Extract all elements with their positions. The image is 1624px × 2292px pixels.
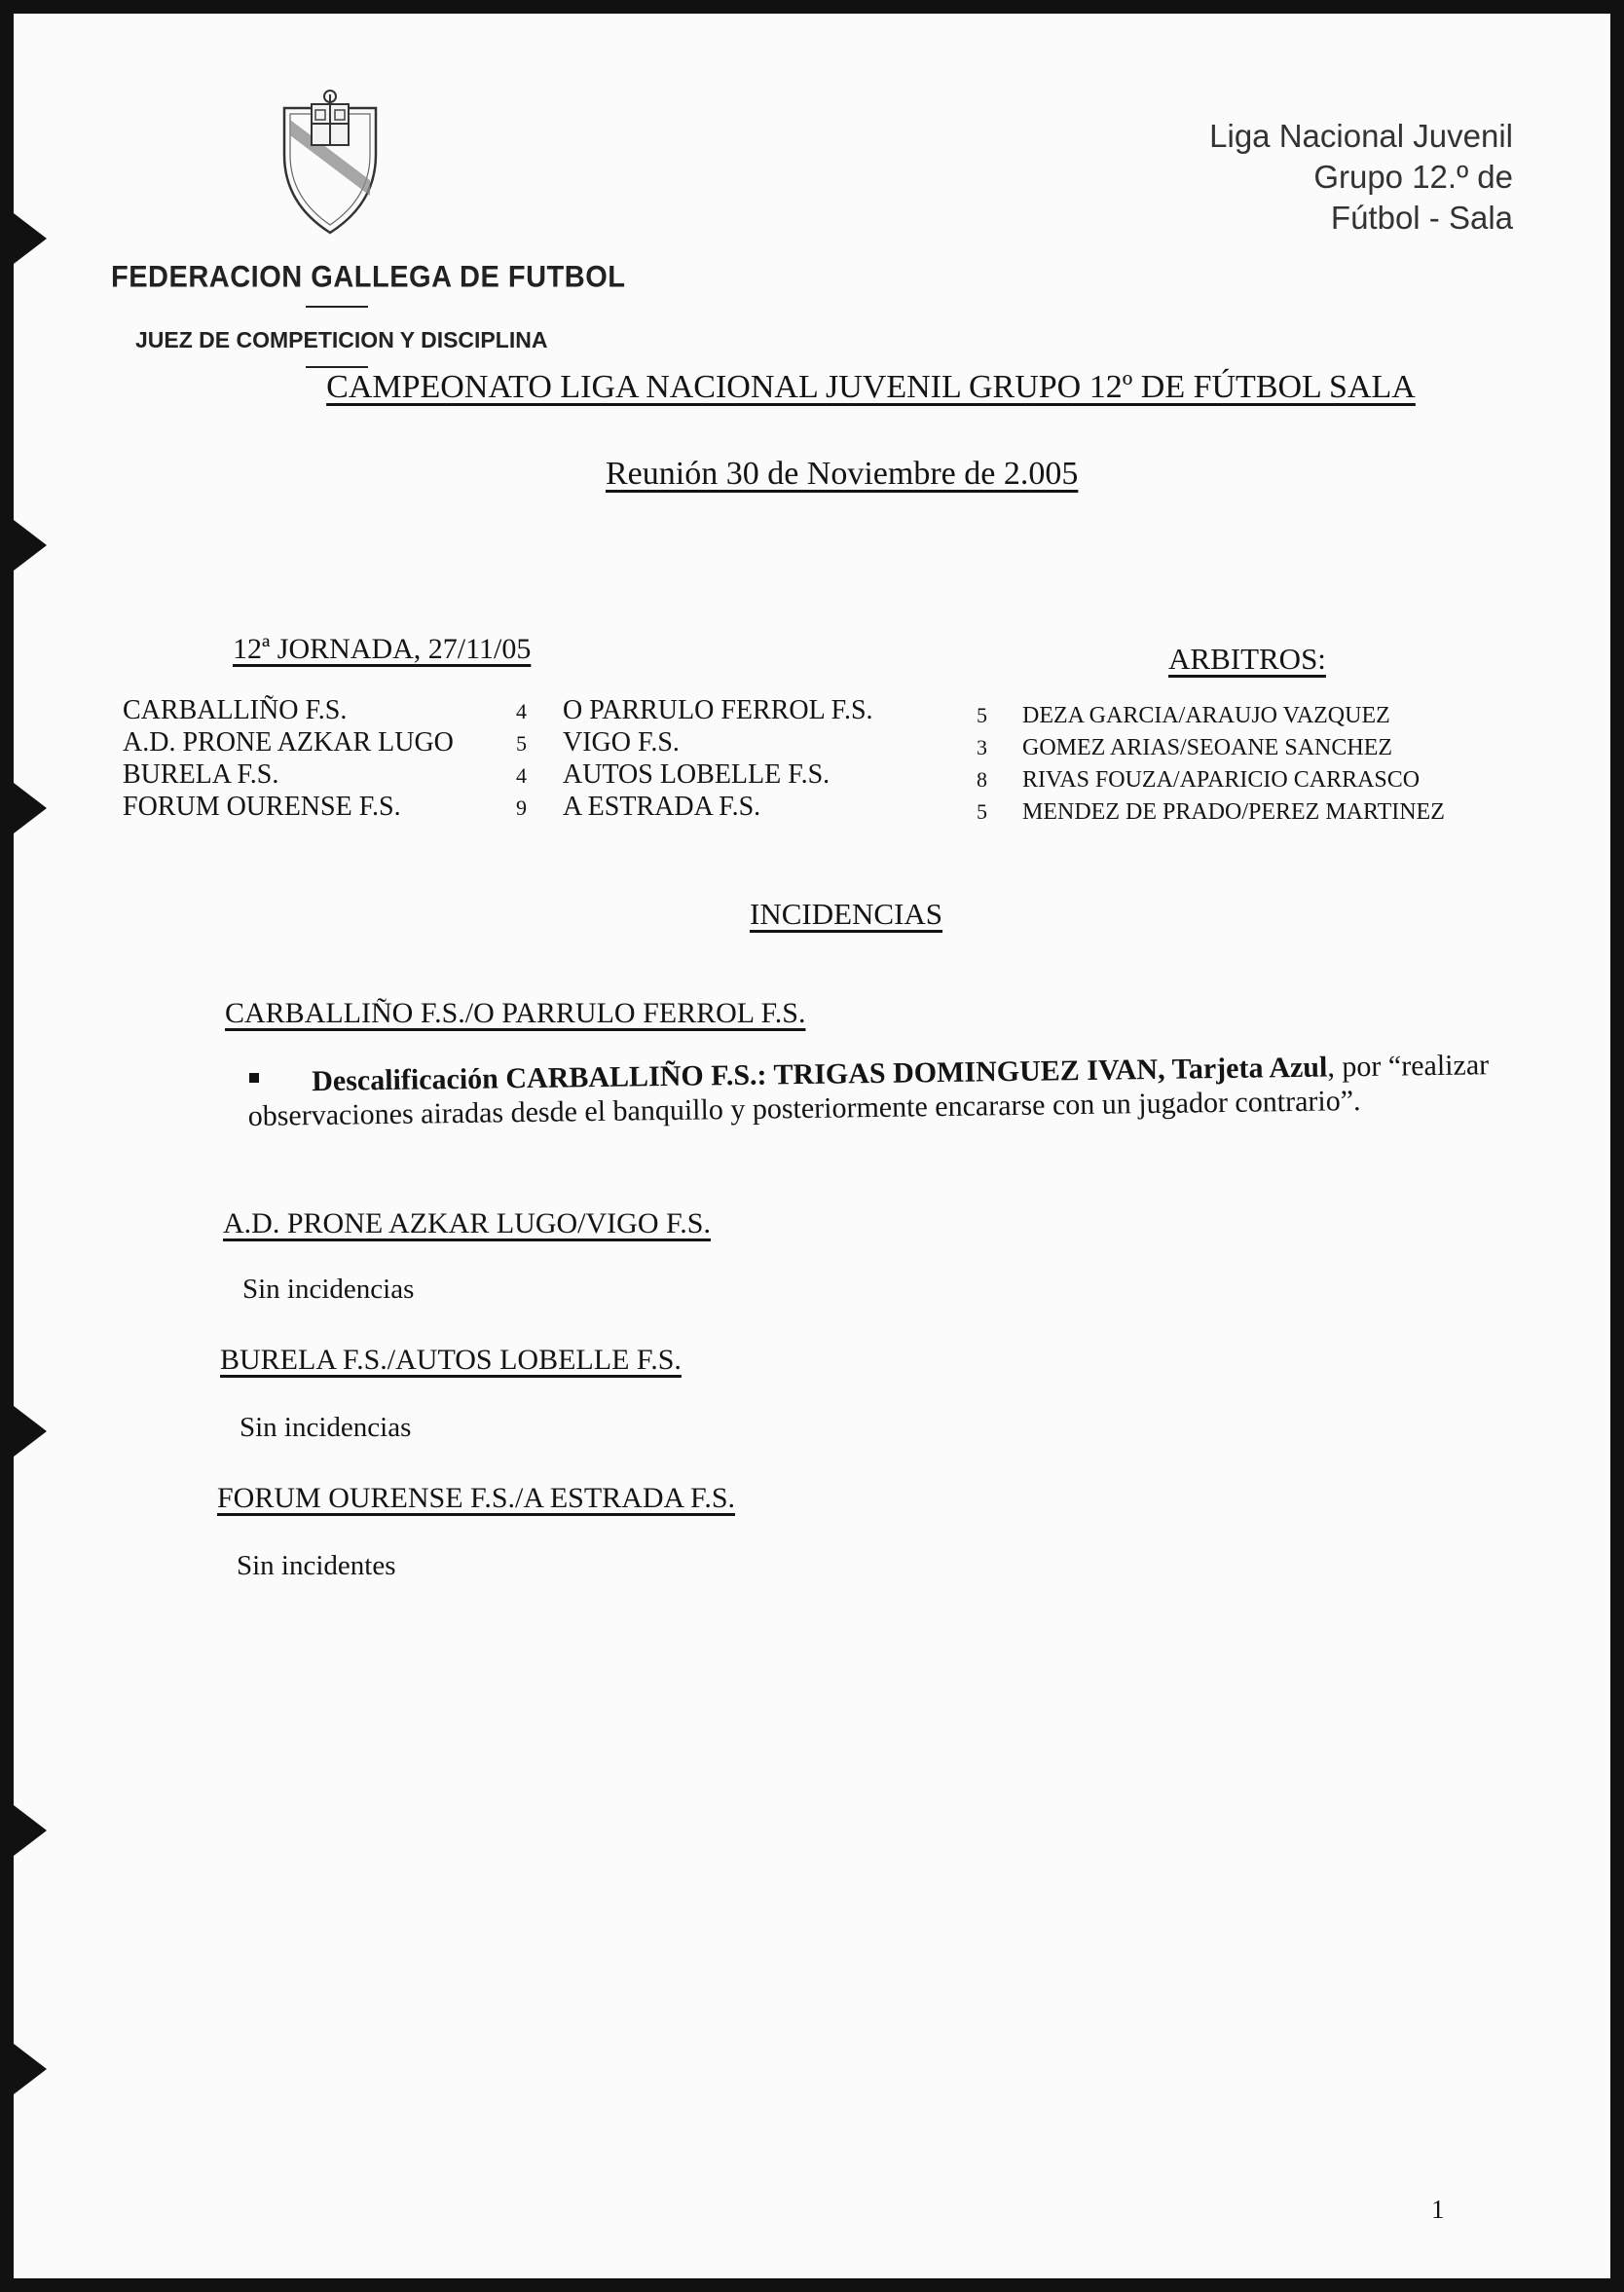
away-team: VIGO F.S. <box>563 727 680 758</box>
document-page <box>14 14 1610 2278</box>
federation-name: FEDERACION GALLEGA DE FUTBOL <box>111 260 626 295</box>
incident-match-heading: CARBALLIÑO F.S./O PARRULO FERROL F.S. <box>225 997 806 1029</box>
disqualification-label: Descalificación CARBALLIÑO F.S.: TRIGAS DOMINGUEZ IVAN, Tarjeta Azul <box>312 1051 1328 1098</box>
home-score: 4 <box>516 763 527 788</box>
incident-note: Sin incidentes <box>237 1550 396 1581</box>
result-row <box>14 759 1610 792</box>
home-team: CARBALLIÑO F.S. <box>123 695 348 725</box>
home-score: 5 <box>516 731 527 756</box>
meeting-date: Reunión 30 de Noviembre de 2.005 <box>606 456 1079 492</box>
home-team: FORUM OURENSE F.S. <box>123 792 401 822</box>
referees: GOMEZ ARIAS/SEOANE SANCHEZ <box>1022 735 1393 760</box>
home-team: BURELA F.S. <box>123 759 279 790</box>
results-table <box>14 695 1610 824</box>
away-team: A ESTRADA F.S. <box>563 792 761 822</box>
incidents-title: INCIDENCIAS <box>750 897 943 931</box>
federation-crest-icon <box>277 87 384 242</box>
divider <box>306 366 368 368</box>
referees: RIVAS FOUZA/APARICIO CARRASCO <box>1022 767 1421 793</box>
league-line: Grupo 12.º de <box>1313 159 1513 195</box>
torn-edge-mark <box>14 1406 47 1457</box>
disqualification-reason: , por “realizar observaciones airadas desde el banquillo y posteriormente encararse con un jugador contrario”. <box>247 1049 1490 1132</box>
league-line: Liga Nacional Juvenil <box>1209 118 1513 154</box>
league-line: Fútbol - Sala <box>1330 200 1513 236</box>
torn-edge-mark <box>14 520 47 571</box>
result-row <box>14 695 1610 727</box>
championship-title: CAMPEONATO LIGA NACIONAL JUVENIL GRUPO 12º DE FÚTBOL SALA <box>326 369 1416 405</box>
league-name-block <box>1209 116 1513 239</box>
incident-note: Sin incidencias <box>240 1412 412 1443</box>
torn-edge-mark <box>14 1805 47 1856</box>
referees-label: ARBITROS: <box>1168 642 1326 676</box>
disqualification-text <box>247 1048 1490 1133</box>
incident-match-heading: BURELA F.S./AUTOS LOBELLE F.S. <box>220 1344 682 1376</box>
department-name: JUEZ DE COMPETICION Y DISCIPLINA <box>135 327 548 352</box>
torn-edge-mark <box>14 213 47 264</box>
incident-note: Sin incidencias <box>242 1274 415 1305</box>
home-team: A.D. PRONE AZKAR LUGO <box>123 727 454 758</box>
away-team: AUTOS LOBELLE F.S. <box>563 759 830 790</box>
away-score: 8 <box>977 767 987 792</box>
page-number: 1 <box>1431 2195 1445 2224</box>
result-row <box>14 727 1610 759</box>
incident-match-heading: FORUM OURENSE F.S./A ESTRADA F.S. <box>217 1482 736 1514</box>
divider <box>306 306 368 308</box>
round-label: 12ª JORNADA, 27/11/05 <box>233 633 532 665</box>
referees: MENDEZ DE PRADO/PEREZ MARTINEZ <box>1022 799 1445 825</box>
away-score: 3 <box>977 735 987 759</box>
home-score: 4 <box>516 699 527 723</box>
referees: DEZA GARCIA/ARAUJO VAZQUEZ <box>1022 703 1390 728</box>
away-team: O PARRULO FERROL F.S. <box>563 695 873 725</box>
home-score: 9 <box>516 795 527 820</box>
incident-match-heading: A.D. PRONE AZKAR LUGO/VIGO F.S. <box>223 1207 711 1239</box>
away-score: 5 <box>977 799 987 824</box>
result-row <box>14 792 1610 824</box>
away-score: 5 <box>977 703 987 727</box>
torn-edge-mark <box>14 2044 47 2094</box>
